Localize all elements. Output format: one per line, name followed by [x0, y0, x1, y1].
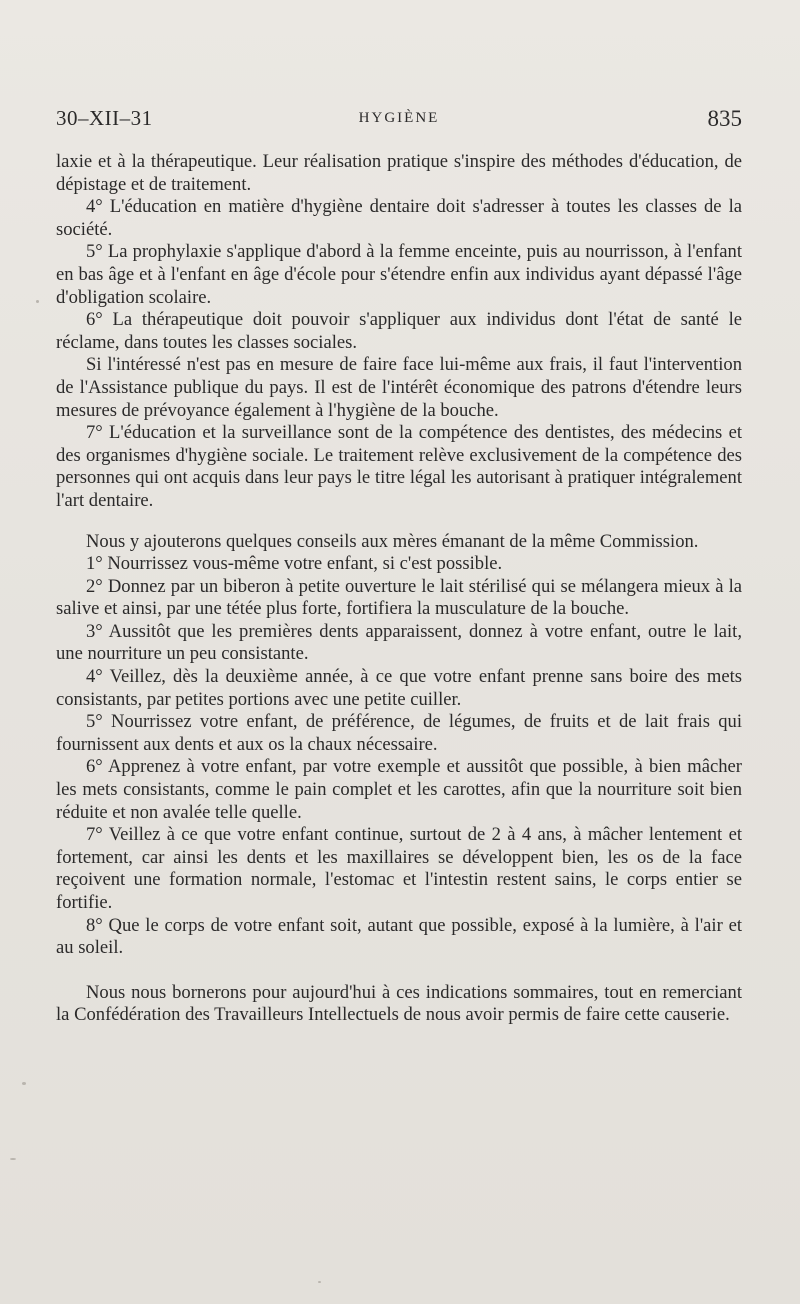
header-date: 30–XII–31 — [56, 106, 153, 130]
advice-item-3: 3° Aussitôt que les premières dents apparaissent, donnez à votre enfant, outre le lait, une nourriture un peu consistante. — [56, 620, 742, 665]
paper-speck — [10, 1158, 16, 1160]
paper-speck — [22, 1082, 26, 1085]
paragraph-continued: laxie et à la thérapeutique. Leur réalisation pratique s'inspire des méthodes d'éducation, de dépistage et de traitement. — [56, 151, 742, 195]
advice-item-5: 5° Nourrissez votre enfant, de préférence, de légumes, de fruits et de lait frais qui fournissent aux dents et aux os la chaux nécessaire. — [56, 711, 742, 755]
paragraph-advice-intro: Nous y ajouterons quelques conseils aux mères émanant de la même Commission. — [86, 530, 699, 552]
paragraph-assistance: Si l'intéressé n'est pas en mesure de faire face lui-même aux frais, il faut l'intervention de l'Assistance publique du pays. Il est de l'intérêt économique des patrons d'étendre leurs mesures de prévoyance également à l'hygiène de la bouche. — [56, 354, 742, 421]
paragraph-point-5: 5° La prophylaxie s'applique d'abord à la femme enceinte, puis au nourrisson, à l'enfant en bas âge et à l'enfant en âge d'école pour s'étendre enfin aux individus ayant dépassé l'âge d'obligation scolaire. — [56, 241, 742, 308]
body-text — [56, 151, 742, 1027]
paragraph-point-7: 7° L'éducation et la surveillance sont de la compétence des dentistes, des médecins et des organismes d'hygiène sociale. Le traitement relève exclusivement de la compétence des personnes qui ont acquis dans leur pays le titre légal les autorisant à pratiquer intégralement l'art dentaire. — [56, 422, 742, 511]
paper-speck — [36, 300, 39, 303]
advice-item-4: 4° Veillez, dès la deuxième année, à ce que votre enfant prenne sans boire des mets consistants, par petites portions avec une petite cuiller. — [56, 666, 742, 710]
advice-item-7: 7° Veillez à ce que votre enfant continue, surtout de 2 à 4 ans, à mâcher lentement et fortement, car ainsi les dents et les maxillaires se développent bien, les os de la face reçoivent une formation normale, l'estomac et l'intestin restent sains, le corps entier se fortifie. — [56, 824, 742, 913]
advice-item-1: 1° Nourrissez vous-même votre enfant, si c'est possible. — [86, 553, 503, 575]
page-number: 835 — [707, 106, 742, 131]
paper-speck — [318, 1281, 321, 1283]
advice-item-6: 6° Apprenez à votre enfant, par votre exemple et aussitôt que possible, à bien mâcher les mets consistants, comme le pain complet et les carottes, afin que la nourriture soit bien réduite et non avalée telle quelle. — [56, 756, 742, 823]
paragraph-conclusion: Nous nous bornerons pour aujourd'hui à ces indications sommaires, tout en remerciant la Confédération des Travailleurs Intellectuels de nous avoir permis de faire cette causerie. — [56, 981, 742, 1026]
running-head — [56, 106, 742, 136]
header-section-title: HYGIÈNE — [358, 110, 440, 126]
advice-item-8: 8° Que le corps de votre enfant soit, autant que possible, exposé à la lumière, à l'air et au soleil. — [56, 914, 742, 959]
paragraph-point-4: 4° L'éducation en matière d'hygiène dentaire doit s'adresser à toutes les classes de la société. — [56, 196, 742, 240]
advice-item-2: 2° Donnez par un biberon à petite ouverture le lait stérilisé qui se mélangera mieux à la salive et ainsi, par une tétée plus forte, fortifiera la musculature de la bouche. — [56, 575, 742, 620]
paragraph-point-6: 6° La thérapeutique doit pouvoir s'appliquer aux individus dont l'état de santé le réclame, dans toutes les classes sociales. — [56, 309, 742, 353]
